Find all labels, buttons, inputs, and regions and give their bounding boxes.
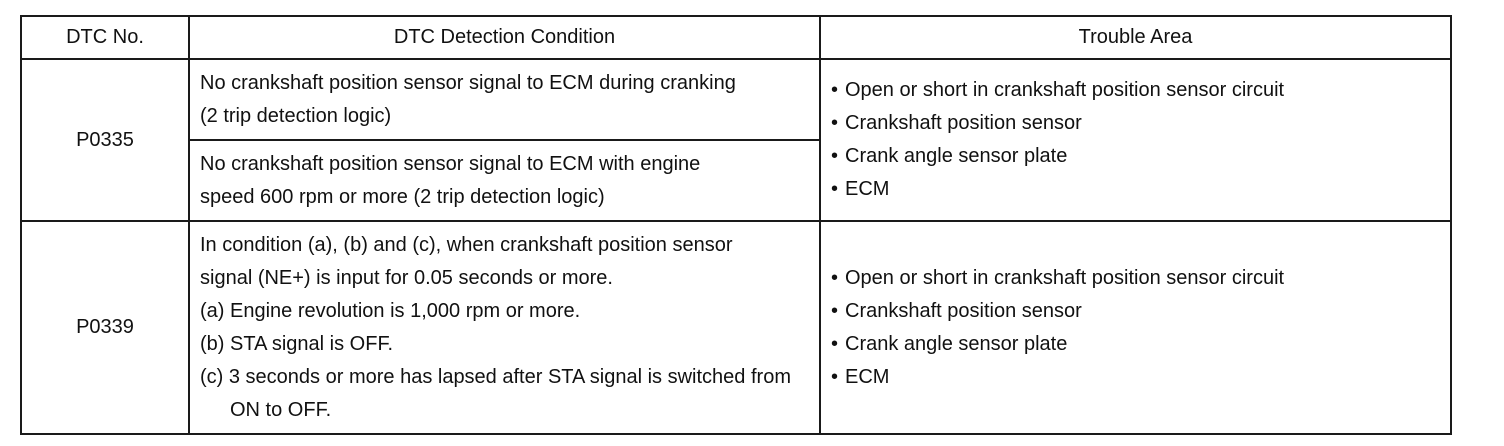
sub-condition: (a) Engine revolution is 1,000 rpm or more. bbox=[200, 300, 581, 322]
dtc-table bbox=[20, 15, 1452, 435]
trouble-area-text: Crank angle sensor plate bbox=[845, 332, 1068, 355]
trouble-area-item bbox=[831, 328, 1440, 361]
condition-line: (2 trip detection logic) bbox=[200, 105, 392, 127]
trouble-area-item bbox=[831, 173, 1440, 206]
trouble-area-item bbox=[831, 262, 1440, 295]
dtc-code-cell: P0339 bbox=[21, 221, 189, 434]
sub-condition: (b) STA signal is OFF. bbox=[200, 333, 394, 355]
bullet-icon: • bbox=[831, 332, 839, 355]
sub-condition: (c) 3 seconds or more has lapsed after STA signal is switched from ON to OFF. bbox=[200, 366, 791, 421]
bullet-icon: • bbox=[831, 145, 839, 167]
condition-cell bbox=[189, 59, 820, 140]
condition-cell bbox=[189, 140, 820, 221]
trouble-area-text: ECM bbox=[845, 178, 890, 200]
condition-cell bbox=[189, 221, 820, 434]
condition-line: speed 600 rpm or more (2 trip detection logic) bbox=[200, 186, 605, 208]
bullet-icon: • bbox=[831, 266, 839, 289]
header-trouble-area: Trouble Area bbox=[820, 16, 1451, 59]
trouble-area-text: Crank angle sensor plate bbox=[845, 145, 1068, 167]
trouble-area-item bbox=[831, 74, 1440, 107]
dtc-code-cell: P0335 bbox=[21, 59, 189, 221]
trouble-area-cell bbox=[820, 221, 1451, 434]
trouble-area-item bbox=[831, 107, 1440, 140]
trouble-area-text: ECM bbox=[845, 365, 890, 388]
bullet-icon: • bbox=[831, 365, 839, 388]
trouble-area-text: Open or short in crankshaft position sensor circuit bbox=[845, 266, 1285, 289]
trouble-area-text: Crankshaft position sensor bbox=[845, 112, 1082, 134]
bullet-icon: • bbox=[831, 79, 839, 101]
condition-line: No crankshaft position sensor signal to ECM during cranking bbox=[200, 72, 736, 94]
header-detection-condition: DTC Detection Condition bbox=[189, 16, 820, 59]
trouble-area-text: Crankshaft position sensor bbox=[845, 299, 1082, 322]
trouble-area-text: Open or short in crankshaft position sensor circuit bbox=[845, 79, 1285, 101]
bullet-icon: • bbox=[831, 112, 839, 134]
table-row bbox=[21, 59, 1451, 140]
trouble-area-cell bbox=[820, 59, 1451, 221]
condition-line: In condition (a), (b) and (c), when crankshaft position sensor bbox=[200, 234, 733, 256]
header-dtc-no: DTC No. bbox=[21, 16, 189, 59]
trouble-area-item bbox=[831, 140, 1440, 173]
trouble-area-item bbox=[831, 361, 1440, 394]
bullet-icon: • bbox=[831, 299, 839, 322]
table-row bbox=[21, 221, 1451, 434]
condition-line: No crankshaft position sensor signal to ECM with engine bbox=[200, 153, 701, 175]
header-row bbox=[21, 16, 1451, 59]
condition-line: signal (NE+) is input for 0.05 seconds or more. bbox=[200, 267, 613, 289]
bullet-icon: • bbox=[831, 178, 839, 200]
trouble-area-item bbox=[831, 295, 1440, 328]
